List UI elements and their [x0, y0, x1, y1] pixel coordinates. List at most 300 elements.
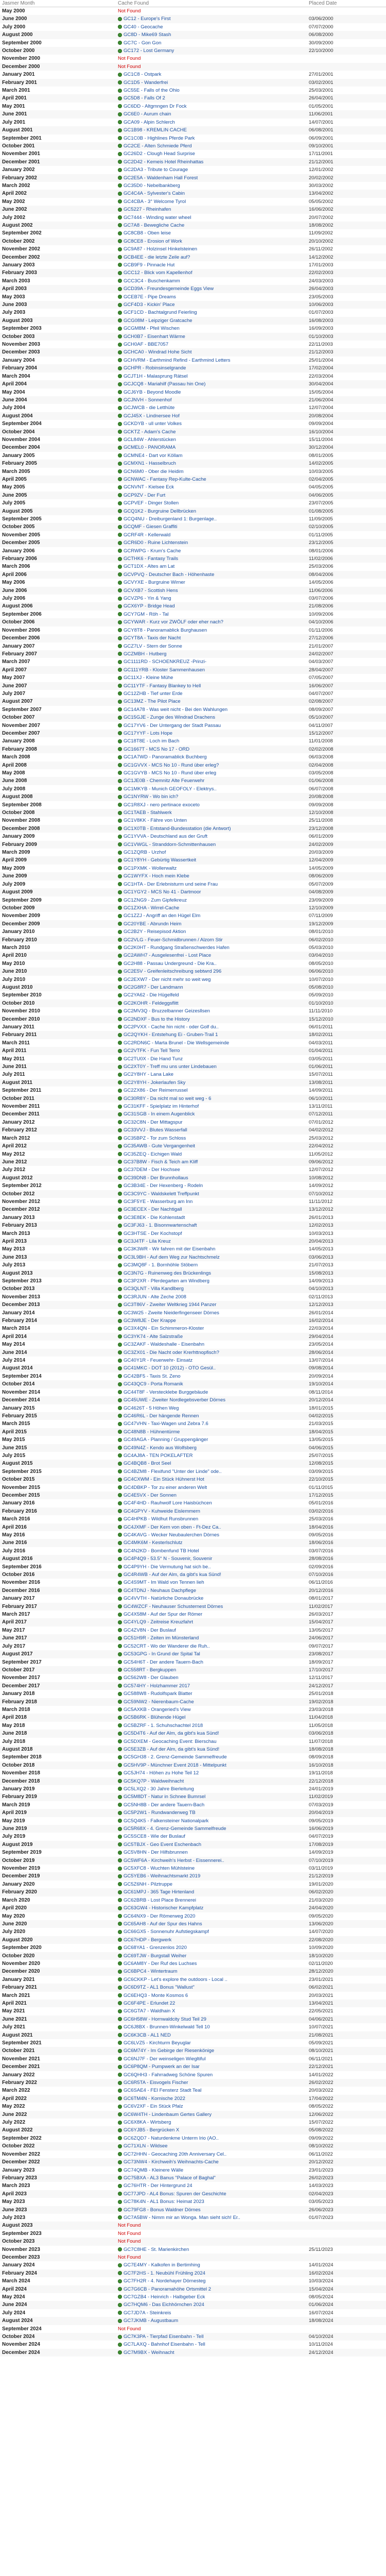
cache-link[interactable] — [118, 777, 306, 785]
cache-name[interactable]: GC6X8KA - Wirtsberg — [124, 2120, 171, 2126]
cache-link[interactable] — [118, 1944, 306, 1952]
cache-link[interactable] — [118, 745, 306, 753]
cache-link[interactable] — [118, 174, 306, 182]
cache-link[interactable] — [118, 1396, 306, 1404]
cache-link[interactable] — [118, 1420, 306, 1428]
cache-link[interactable] — [118, 1206, 306, 1213]
cache-link[interactable] — [118, 999, 306, 1007]
cache-link[interactable] — [118, 1968, 306, 1975]
cache-link[interactable] — [118, 825, 306, 833]
cache-link[interactable] — [118, 730, 306, 737]
cache-link[interactable] — [118, 1309, 306, 1317]
cache-link[interactable] — [118, 1571, 306, 1579]
cache-name[interactable]: GC51H9R - Zeiten im Münsterland — [124, 1635, 199, 1641]
cache-name[interactable]: GC6CKKP - Let's explore the outdoors - Local .. — [124, 1976, 227, 1982]
cache-link[interactable] — [118, 1436, 306, 1444]
cache-name[interactable]: GCYT8A - Taxis der Nacht — [124, 635, 181, 641]
cache-name[interactable]: GC3MQ8F - 1. Bornhöhle Stöbern — [124, 1262, 198, 1268]
cache-link[interactable] — [118, 460, 306, 467]
cache-link[interactable] — [118, 499, 306, 507]
cache-link[interactable] — [118, 2103, 306, 2110]
cache-name[interactable]: GC7A8 - Bewegliche Cache — [124, 222, 185, 228]
cache-name[interactable]: GC3ZAKF - Waldeshalle - Eisenbahn — [124, 1342, 204, 1348]
cache-link[interactable] — [118, 1198, 306, 1206]
cache-name[interactable]: GCHPR - Robinsinselgrande — [124, 365, 186, 371]
cache-link[interactable] — [118, 261, 306, 269]
cache-name[interactable]: GC35BPZ - Tor zum Schloss — [124, 1135, 186, 1141]
cache-link[interactable] — [118, 1492, 306, 1499]
cache-link[interactable] — [118, 515, 306, 523]
cache-name[interactable]: GC64NX9 - Der Römerweg 2020 — [124, 1913, 196, 1919]
cache-name[interactable]: GC6YJB5 - Bergrücken X — [124, 2127, 180, 2133]
cache-link[interactable] — [118, 317, 306, 325]
cache-name[interactable]: GCRWPG - Krum's Cache — [124, 548, 181, 554]
cache-link[interactable] — [118, 634, 306, 642]
cache-name[interactable]: GC52CRT - Wo der Wanderer die Ruh.. — [124, 1643, 210, 1649]
cache-name[interactable]: GC7K3PA - Tierpfad Eisenbahn - Tell — [124, 2334, 204, 2340]
cache-name[interactable]: GCYWAR - Kurz vor ZWÖLF oder eher nach? — [124, 619, 223, 625]
cache-name[interactable]: GC49N4Z - Kendo aus Wolfsberg — [124, 1445, 197, 1451]
cache-link[interactable] — [118, 1039, 306, 1047]
cache-name[interactable]: GC4KAVG - Wecker Neubaulerchen Dörnes — [124, 1532, 220, 1538]
cache-link[interactable] — [118, 1817, 306, 1825]
cache-link[interactable] — [118, 1269, 306, 1277]
cache-link[interactable] — [118, 118, 306, 126]
cache-name[interactable]: GC53GPG - In Grund der Spital Tal — [124, 1651, 200, 1657]
cache-link[interactable] — [118, 1150, 306, 1158]
cache-link[interactable] — [118, 2214, 306, 2222]
cache-name[interactable]: GC5Z6NH - Pilztruppe — [124, 1881, 173, 1887]
cache-link[interactable] — [118, 1769, 306, 1777]
cache-name[interactable]: GC59NW2 - Nierenbaum-Cache — [124, 1699, 194, 1705]
cache-link[interactable] — [118, 1031, 306, 1039]
cache-link[interactable] — [118, 222, 306, 229]
cache-link[interactable] — [118, 1126, 306, 1134]
cache-name[interactable]: GC4DBKP - Tor zu einer anderen Welt — [124, 1484, 207, 1490]
cache-link[interactable] — [118, 372, 306, 380]
cache-link[interactable] — [118, 523, 306, 531]
cache-name[interactable]: GC1D5 - Wanderfrei — [124, 79, 168, 86]
cache-link[interactable] — [118, 2063, 306, 2071]
cache-link[interactable] — [118, 737, 306, 745]
cache-name[interactable]: GCF4D3 - Kickin' Place — [124, 302, 175, 308]
cache-name[interactable]: GC4CBA - 3° Welcome Tyrol — [124, 198, 186, 205]
cache-name[interactable]: GC18T8E - Loch im Bach — [124, 738, 180, 744]
cache-link[interactable] — [118, 2182, 306, 2190]
cache-name[interactable]: GCX6YP - Bridge Head — [124, 603, 175, 609]
cache-link[interactable] — [118, 698, 306, 705]
cache-name[interactable]: GC3RJUN - Alte Zeche 2008 — [124, 1294, 186, 1300]
cache-name[interactable]: GC5227 - Rheinhafen — [124, 207, 171, 213]
cache-link[interactable] — [118, 618, 306, 626]
cache-name[interactable]: GCJNVH - Sonnenhof — [124, 397, 172, 403]
cache-link[interactable] — [118, 1047, 306, 1055]
cache-name[interactable]: GC7G6CB - Panoramahöhe Ortsmittel 2 — [124, 2286, 212, 2292]
cache-name[interactable]: GC61MPJ - 365 Tage Hirtenland — [124, 1889, 195, 1895]
cache-name[interactable]: GC6GTA7 - Waldhain X — [124, 2008, 176, 2014]
cache-link[interactable] — [118, 1785, 306, 1793]
cache-link[interactable] — [118, 865, 306, 872]
cache-name[interactable]: GC7LAXQ - Bahnhof Eisenbahn - Tell — [124, 2342, 205, 2348]
cache-name[interactable]: GC8CB8 - Oben leise — [124, 230, 171, 236]
cache-link[interactable] — [118, 412, 306, 420]
cache-link[interactable] — [118, 1142, 306, 1150]
cache-name[interactable]: GC6NJ7F - Der weinseligen Wiegltiful — [124, 2056, 206, 2062]
cache-name[interactable]: GC14A78 - Was weit nicht - Bei den Wahlungen — [124, 706, 228, 713]
cache-name[interactable]: GCL84W - Ahlerstücken — [124, 436, 176, 443]
cache-link[interactable] — [118, 47, 306, 55]
cache-name[interactable]: GC2VTFK - Fun Tell Terro — [124, 1048, 180, 1054]
cache-name[interactable]: GC40Y1R - Feuerwehr- Einsatz — [124, 1358, 193, 1364]
cache-link[interactable] — [118, 2126, 306, 2134]
cache-link[interactable] — [118, 87, 306, 94]
cache-link[interactable] — [118, 23, 306, 31]
cache-name[interactable]: GC2VLG - Feuer-Schmidbrunnen / Alzorn Stir — [124, 937, 223, 943]
cache-link[interactable] — [118, 1214, 306, 1222]
cache-link[interactable] — [118, 1595, 306, 1602]
cache-link[interactable] — [118, 357, 306, 364]
cache-name[interactable]: GC4GPYV - Kuhweide Eislemmern — [124, 1508, 200, 1514]
cache-name[interactable]: GC3W25 - Zweite Nieiderfingenseer Dörnes — [124, 1310, 219, 1316]
cache-link[interactable] — [118, 1761, 306, 1769]
cache-link[interactable] — [118, 1603, 306, 1611]
cache-name[interactable]: GCPVEF - Dinger Stollen — [124, 500, 179, 506]
cache-link[interactable] — [118, 2198, 306, 2206]
cache-name[interactable]: GCY7GM - Röh - Tal — [124, 611, 169, 617]
cache-link[interactable] — [118, 293, 306, 301]
cache-name[interactable]: GC1YVVA - Deutschland aus der Gruft — [124, 834, 207, 840]
cache-link[interactable] — [118, 1364, 306, 1372]
cache-name[interactable]: GC6AM8Y - Der Ruf des Luchses — [124, 1960, 197, 1967]
cache-link[interactable] — [118, 2134, 306, 2142]
cache-link[interactable] — [118, 1277, 306, 1285]
cache-name[interactable]: GC1PXMK - Wollerwaltz — [124, 865, 177, 871]
cache-name[interactable]: GC3ZX01 - Die Nacht oder Krerhttnopfisch? — [124, 1349, 219, 1355]
cache-link[interactable] — [118, 2055, 306, 2063]
cache-name[interactable]: GC5TBJX - Geo Event Eschenbach — [124, 1841, 202, 1848]
cache-link[interactable] — [118, 2047, 306, 2055]
cache-link[interactable] — [118, 2007, 306, 2015]
cache-link[interactable] — [118, 2111, 306, 2119]
cache-name[interactable]: GC75BXA - AL3 Banus "Palace of Baghal" — [124, 2175, 216, 2181]
cache-link[interactable] — [118, 1460, 306, 1467]
cache-link[interactable] — [118, 714, 306, 721]
cache-link[interactable] — [118, 793, 306, 801]
cache-link[interactable] — [118, 2158, 306, 2166]
cache-link[interactable] — [118, 79, 306, 87]
cache-link[interactable] — [118, 94, 306, 102]
cache-link[interactable] — [118, 595, 306, 602]
cache-name[interactable]: GC1MKYB - Munich GEOFOLY - Elektrys.. — [124, 786, 217, 792]
cache-name[interactable]: GC1ZZJ - Angriff an den Hügel Elm — [124, 913, 201, 919]
cache-name[interactable]: GC3T86V - Zweiter Weltkrieg 1944 Panzer — [124, 1302, 217, 1308]
cache-name[interactable]: GC7JD7A - Steinkreis — [124, 2310, 171, 2316]
cache-name[interactable]: GC5B6RK - Blühende Hügel — [124, 1715, 186, 1721]
cache-name[interactable]: GC4TDNJ - Neuhaus Dachpflege — [124, 1587, 196, 1594]
cache-link[interactable] — [118, 642, 306, 650]
cache-name[interactable]: GC65AH8 - Auf der Spur des Hahns — [124, 1921, 202, 1927]
cache-name[interactable]: GC4WZCF - Neuhauser Schusternest Dörnes — [124, 1603, 223, 1609]
cache-name[interactable]: GC2RDN6C - Marta Brunel - Die Wellsgemeinde — [124, 1040, 230, 1046]
cache-name[interactable]: GC5BZRF - 1. Schuhschachtel 2018 — [124, 1722, 203, 1728]
cache-name[interactable]: GC3ECEX - Der Nachtigall — [124, 1207, 182, 1213]
cache-link[interactable] — [118, 1706, 306, 1714]
cache-link[interactable] — [118, 1698, 306, 1706]
cache-link[interactable] — [118, 2333, 306, 2341]
cache-link[interactable] — [118, 1722, 306, 1730]
cache-link[interactable] — [118, 1936, 306, 1944]
cache-name[interactable]: GC5E3ZB - Auf der Alm, da gibt's kua Sünd! — [124, 1746, 220, 1752]
cache-name[interactable]: GC54H6T - Der andere Tauern-Bach — [124, 1659, 203, 1665]
cache-name[interactable]: GC1C0B - Highlines Pferde Park — [124, 135, 195, 141]
cache-name[interactable]: GC1HTA - Der Erlebnisturm und seine Frau — [124, 881, 218, 887]
cache-link[interactable] — [118, 1103, 306, 1110]
cache-name[interactable]: GC1VWGL - Stranddorn-Schmittenhausen — [124, 841, 216, 848]
cache-name[interactable]: GC3QLNT - Villa Kandlberg — [124, 1286, 184, 1292]
cache-name[interactable]: GC20YBE - Abrundn Heim — [124, 921, 182, 927]
cache-link[interactable] — [118, 1738, 306, 1745]
cache-name[interactable]: GC1X0TB - Entstand-Bundesstation (die Antwort) — [124, 825, 231, 832]
cache-link[interactable] — [118, 1745, 306, 1753]
cache-name[interactable]: GC2QYKH - Entstehung Ei - Gruben-Trail 1 — [124, 1032, 218, 1038]
cache-link[interactable] — [118, 1515, 306, 1523]
cache-name[interactable]: GC1ZQRB - Urzhof — [124, 850, 166, 856]
cache-link[interactable] — [118, 2301, 306, 2309]
cache-link[interactable] — [118, 1857, 306, 1865]
cache-link[interactable] — [118, 2317, 306, 2325]
cache-link[interactable] — [118, 785, 306, 793]
cache-link[interactable] — [118, 936, 306, 944]
cache-name[interactable]: GC3FJ63 - 1. Bisonnwartenschaft — [124, 1223, 197, 1229]
cache-link[interactable] — [118, 1134, 306, 1142]
cache-link[interactable] — [118, 1158, 306, 1166]
cache-link[interactable] — [118, 547, 306, 555]
cache-name[interactable]: GC7C - Gon Gon — [124, 40, 162, 46]
cache-name[interactable]: GC6SAE4 - FEI Fensterz Stadt Teal — [124, 2088, 202, 2094]
cache-link[interactable] — [118, 2015, 306, 2023]
cache-name[interactable]: GC46R6L - Der hängende Rennen — [124, 1413, 199, 1419]
cache-name[interactable]: GC4E5VX - Der Sonnen — [124, 1492, 177, 1498]
cache-name[interactable]: GCVPVQ - Deutscher Bach - Höhenhaste — [124, 571, 215, 578]
cache-name[interactable]: GC6ZQD7 - Naturdenkme Unterm Irio (AO.. — [124, 2135, 219, 2141]
cache-link[interactable] — [118, 206, 306, 213]
cache-link[interactable] — [118, 849, 306, 856]
cache-name[interactable]: GC8CE8 - Erosion of Work — [124, 238, 182, 244]
cache-name[interactable]: GC5XFC8 - Wuchten Mühlsteine — [124, 1866, 195, 1872]
cache-link[interactable] — [118, 1245, 306, 1253]
cache-name[interactable]: GC5JH74 - Höhen zu Hohe Teil 12 — [124, 1770, 199, 1776]
cache-name[interactable]: GCJCQ8 - Mariahilf (Passau hin One) — [124, 381, 206, 387]
cache-link[interactable] — [118, 2341, 306, 2348]
cache-name[interactable]: GC7E4MY - Kalkofen in Bertimhing — [124, 2262, 200, 2268]
cache-name[interactable]: GC172 - Lost Germany — [124, 48, 174, 54]
cache-link[interactable] — [118, 1547, 306, 1555]
cache-link[interactable] — [118, 1095, 306, 1103]
cache-link[interactable] — [118, 1690, 306, 1698]
cache-link[interactable] — [118, 404, 306, 412]
cache-name[interactable]: GC35AWB - Gute Vergangenheit — [124, 1143, 196, 1149]
cache-name[interactable]: GCH0AF - BBE7057 — [124, 342, 169, 348]
cache-name[interactable]: GC9A87 - Holzinsel Hinkelsteinen — [124, 246, 198, 252]
cache-name[interactable]: GCJ6YB - Beyond Moodle — [124, 389, 181, 395]
cache-link[interactable] — [118, 1563, 306, 1571]
cache-name[interactable]: GCA09 - Alpin Schlerch — [124, 119, 175, 125]
cache-name[interactable]: GC1ZXHA - Wirrel-Cache — [124, 905, 180, 911]
cache-name[interactable]: GC2B2Y - Reisepisod Aktion — [124, 929, 186, 935]
cache-name[interactable]: GCJWCB - die Letthüte — [124, 405, 175, 411]
cache-name[interactable]: GC4626T - 5 Höhen Weg — [124, 1405, 179, 1411]
cache-link[interactable] — [118, 579, 306, 586]
cache-link[interactable] — [118, 1412, 306, 1420]
cache-name[interactable]: GC4P9YH - Die Vermutung hat sich be.. — [124, 1564, 211, 1570]
cache-name[interactable]: GC5DXEM - Geocaching Event: Bierschau — [124, 1738, 217, 1744]
cache-name[interactable]: GC12 - Europe's First — [124, 16, 171, 22]
cache-link[interactable] — [118, 991, 306, 999]
cache-link[interactable] — [118, 1928, 306, 1936]
cache-name[interactable]: GC2DA3 - Tribute to Courage — [124, 167, 188, 173]
cache-name[interactable]: GC5D8 - Falls Of 2 — [124, 95, 165, 101]
cache-link[interactable] — [118, 833, 306, 840]
cache-link[interactable] — [118, 769, 306, 777]
cache-link[interactable] — [118, 960, 306, 968]
cache-link[interactable] — [118, 2119, 306, 2126]
cache-link[interactable] — [118, 1841, 306, 1849]
cache-link[interactable] — [118, 761, 306, 769]
cache-link[interactable] — [118, 388, 306, 396]
cache-name[interactable]: GC4N2KD - Bombenfund TB Hotel — [124, 1548, 199, 1554]
cache-link[interactable] — [118, 682, 306, 690]
cache-link[interactable] — [118, 1230, 306, 1238]
cache-name[interactable]: GC1R8XJ - nero pertinace exoceto — [124, 802, 200, 808]
cache-link[interactable] — [118, 674, 306, 682]
cache-name[interactable]: GC44T8F - Verstecklebe Burggebäude — [124, 1389, 208, 1395]
cache-link[interactable] — [118, 1634, 306, 1642]
cache-name[interactable]: GC4YLQ9 - Zeitreise Kreuzfahrt — [124, 1619, 194, 1625]
cache-link[interactable] — [118, 229, 306, 237]
cache-link[interactable] — [118, 2293, 306, 2301]
cache-name[interactable]: GC35D0 - Nebelbankberg — [124, 182, 180, 189]
cache-link[interactable] — [118, 920, 306, 928]
cache-name[interactable]: GC3HTSE - Der Kochstopf — [124, 1230, 182, 1236]
cache-link[interactable] — [118, 190, 306, 197]
cache-name[interactable]: GC1YGY2 - MCS No 41 - Dartmoor — [124, 889, 201, 895]
cache-link[interactable] — [118, 968, 306, 975]
cache-name[interactable]: GCQMF - Giesen Graffiti — [124, 524, 178, 530]
cache-name[interactable]: GCQ1K2 - Burgruine Dellbrücken — [124, 508, 196, 514]
cache-link[interactable] — [118, 1190, 306, 1198]
cache-name[interactable]: GC5Q4K5 - Falkensteiner Nationalpark — [124, 1818, 209, 1824]
cache-link[interactable] — [118, 856, 306, 864]
cache-link[interactable] — [118, 2277, 306, 2285]
cache-link[interactable] — [118, 1499, 306, 1507]
cache-name[interactable]: GCGM8M - Pfeil Wischen — [124, 326, 180, 332]
cache-link[interactable] — [118, 2095, 306, 2103]
cache-link[interactable] — [118, 2150, 306, 2158]
cache-link[interactable] — [118, 2142, 306, 2150]
cache-link[interactable] — [118, 1325, 306, 1332]
cache-name[interactable]: GC4X58M - Auf der Spur der Römer — [124, 1612, 203, 1618]
cache-link[interactable] — [118, 626, 306, 634]
cache-link[interactable] — [118, 1468, 306, 1476]
cache-name[interactable]: GC5D4T6 - Auf der Alm, da gibt's kua Sünd! — [124, 1731, 219, 1737]
cache-link[interactable] — [118, 1349, 306, 1357]
cache-link[interactable] — [118, 2246, 306, 2253]
cache-link[interactable] — [118, 658, 306, 666]
cache-name[interactable]: GC7444 - Winding water wheel — [124, 214, 191, 221]
cache-name[interactable]: GC12ZHB - Tief unter Erde — [124, 690, 183, 697]
cache-name[interactable]: GC2ZX86 - Der Reimerrussel — [124, 1088, 188, 1094]
cache-link[interactable] — [118, 492, 306, 499]
cache-link[interactable] — [118, 1833, 306, 1840]
cache-link[interactable] — [118, 2261, 306, 2269]
cache-link[interactable] — [118, 214, 306, 222]
cache-name[interactable]: GC42BF5 - Taxis St. Zeno — [124, 1373, 181, 1379]
cache-link[interactable] — [118, 1658, 306, 1666]
cache-name[interactable]: GC3K3WR - Wir fahren mit der Eisenbahn — [124, 1246, 216, 1252]
cache-name[interactable]: GC4ZV8N - Der Buslauf — [124, 1627, 176, 1633]
cache-name[interactable]: GCQ4NU - Dreiburgenland 1: Burgenlage.. — [124, 516, 217, 522]
cache-link[interactable] — [118, 364, 306, 372]
cache-link[interactable] — [118, 1523, 306, 1531]
cache-link[interactable] — [118, 563, 306, 570]
cache-name[interactable]: GC31SGB - In einem Augenblick — [124, 1111, 195, 1117]
cache-name[interactable]: GC62BRB - Lost Place Brennerei — [124, 1897, 196, 1903]
cache-link[interactable] — [118, 1380, 306, 1388]
cache-name[interactable]: GC6TM4N - Kornische 2022 — [124, 2095, 185, 2102]
cache-link[interactable] — [118, 1238, 306, 1245]
cache-name[interactable]: GC1ZNG9 - Zum Gipfelkreuz — [124, 897, 187, 903]
cache-name[interactable]: GC6BPC4 - Wintertraum — [124, 1969, 178, 1975]
cache-link[interactable] — [118, 801, 306, 809]
cache-link[interactable] — [118, 1777, 306, 1785]
cache-link[interactable] — [118, 103, 306, 110]
cache-link[interactable] — [118, 888, 306, 896]
cache-name[interactable]: GC39DN8 - Der Brunnhollaus — [124, 1175, 188, 1181]
cache-link[interactable] — [118, 1174, 306, 1182]
cache-link[interactable] — [118, 1999, 306, 2007]
cache-name[interactable]: GC67HDP - Bergwerk — [124, 1937, 172, 1943]
cache-link[interactable] — [118, 1984, 306, 1991]
cache-link[interactable] — [118, 1285, 306, 1293]
cache-name[interactable]: GCB9F9 - Pinnacle Hut — [124, 262, 175, 268]
cache-link[interactable] — [118, 1166, 306, 1174]
cache-name[interactable]: GCVZP6 - Yin & Yang — [124, 596, 171, 602]
cache-name[interactable]: GC3F5YE - Wasserburg am Inn — [124, 1198, 193, 1205]
cache-link[interactable] — [118, 396, 306, 404]
cache-link[interactable] — [118, 269, 306, 277]
cache-link[interactable] — [118, 1476, 306, 1483]
cache-link[interactable] — [118, 2349, 306, 2357]
cache-name[interactable]: GCNWAC - Fantasy Rep-Kulte-Cache — [124, 476, 206, 482]
cache-link[interactable] — [118, 309, 306, 316]
cache-name[interactable]: GC6F4PE - Erlundet 22 — [124, 2000, 176, 2006]
cache-name[interactable]: GC2NDXF - Bus to the History — [124, 1016, 190, 1022]
cache-name[interactable]: GCRF4R - Kellerwald — [124, 532, 171, 538]
cache-link[interactable] — [118, 539, 306, 547]
cache-link[interactable] — [118, 1055, 306, 1063]
cache-name[interactable]: GCKDYB - ull unter Volkes — [124, 421, 182, 427]
cache-link[interactable] — [118, 555, 306, 563]
cache-name[interactable]: GC3J4TF - Lila Kreuz — [124, 1238, 171, 1244]
cache-link[interactable] — [118, 507, 306, 515]
cache-name[interactable]: GCTHK6 - Fantasy Trails — [124, 556, 179, 562]
cache-name[interactable]: GC4F4HD - Rauhwolf Lore Haisbüchcen — [124, 1500, 212, 1506]
cache-name[interactable]: GC111YRB - Kloster Sammenhausen — [124, 667, 205, 673]
cache-link[interactable] — [118, 1539, 306, 1547]
cache-name[interactable]: GC4BZM8 - Flexifund "Unter der Linde" ode.. — [124, 1468, 222, 1475]
cache-link[interactable] — [118, 436, 306, 444]
cache-link[interactable] — [118, 1976, 306, 1984]
